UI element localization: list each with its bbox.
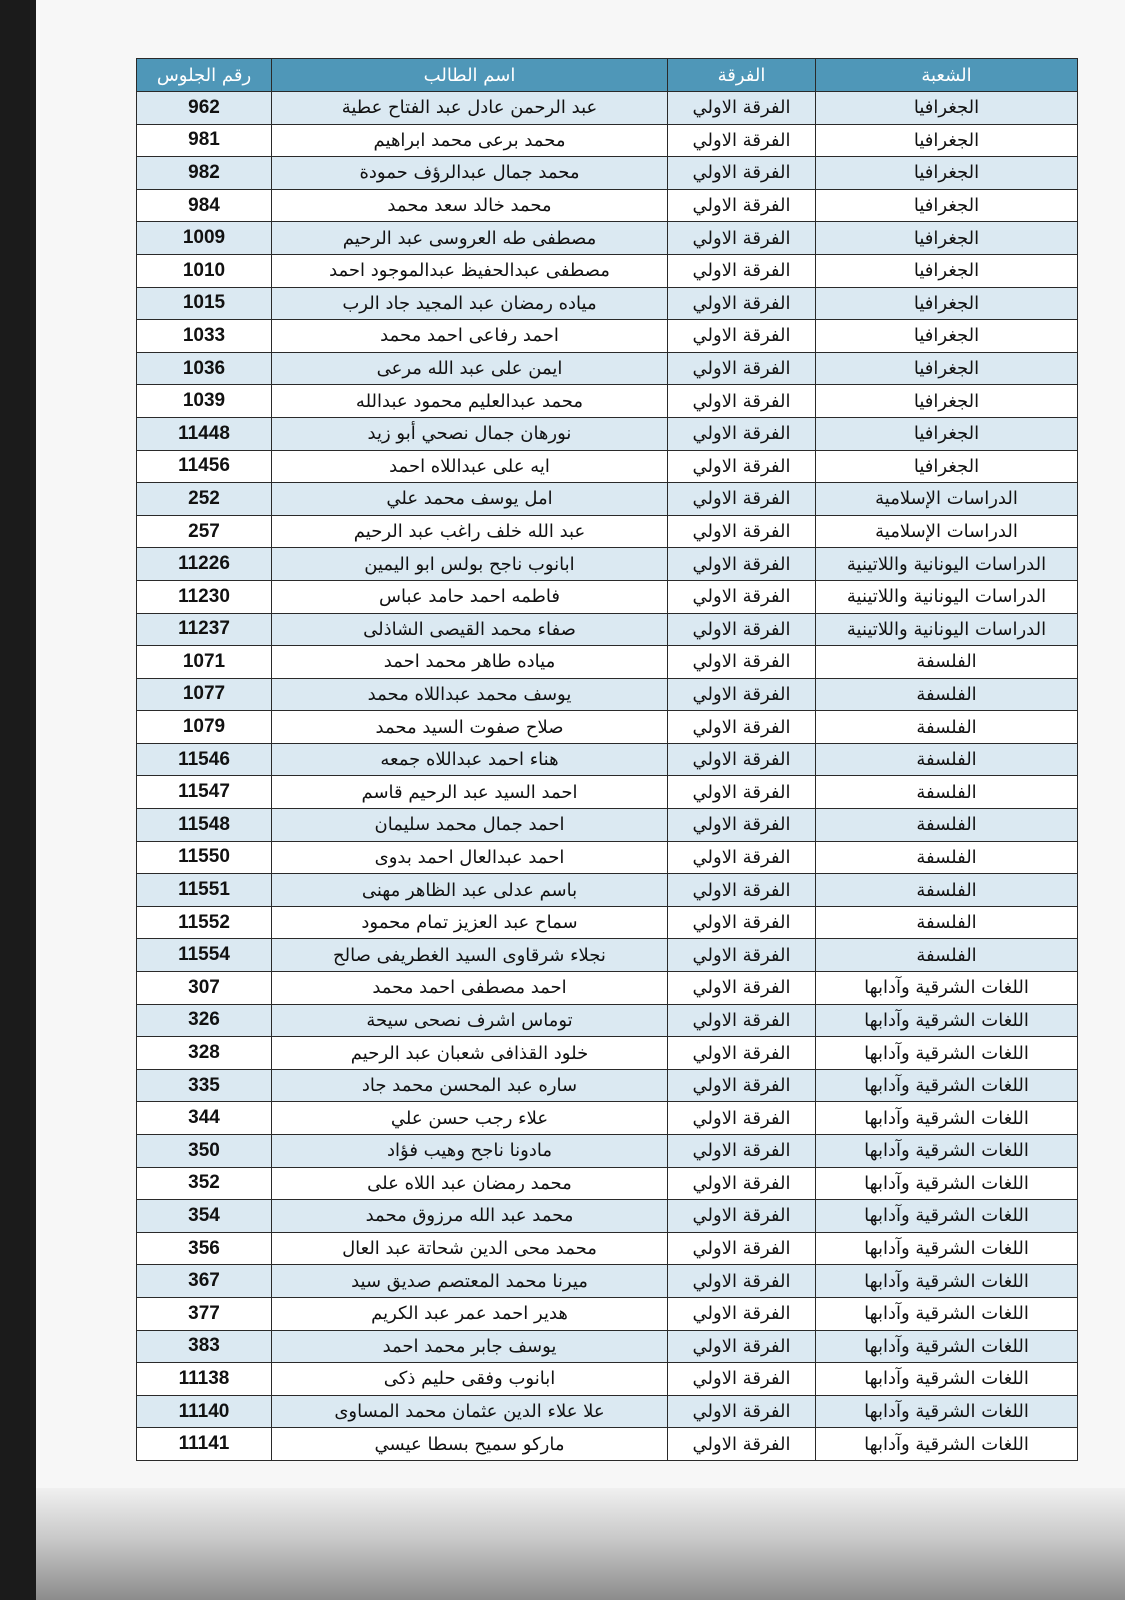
cell-year: الفرقة الاولي xyxy=(668,254,816,287)
cell-student-name: ايه على عبداللاه احمد xyxy=(272,450,668,483)
cell-division: الفلسفة xyxy=(816,874,1078,907)
table-row xyxy=(137,1363,1078,1396)
cell-division: الفلسفة xyxy=(816,776,1078,809)
header-row xyxy=(137,59,1078,92)
cell-seat-number: 356 xyxy=(137,1232,272,1265)
cell-seat-number: 11237 xyxy=(137,613,272,646)
cell-seat-number: 1079 xyxy=(137,711,272,744)
cell-division: الجغرافيا xyxy=(816,385,1078,418)
cell-seat-number: 981 xyxy=(137,124,272,157)
cell-seat-number: 11551 xyxy=(137,874,272,907)
cell-year: الفرقة الاولي xyxy=(668,1330,816,1363)
cell-year: الفرقة الاولي xyxy=(668,483,816,516)
cell-seat-number: 352 xyxy=(137,1167,272,1200)
cell-division: اللغات الشرقية وآدابها xyxy=(816,1330,1078,1363)
cell-year: الفرقة الاولي xyxy=(668,1395,816,1428)
cell-division: اللغات الشرقية وآدابها xyxy=(816,1102,1078,1135)
table-row xyxy=(137,646,1078,679)
table-row xyxy=(137,580,1078,613)
cell-student-name: ميرنا محمد المعتصم صديق سيد xyxy=(272,1265,668,1298)
table-row xyxy=(137,1037,1078,1070)
cell-student-name: علاء رجب حسن علي xyxy=(272,1102,668,1135)
cell-year: الفرقة الاولي xyxy=(668,1167,816,1200)
cell-year: الفرقة الاولي xyxy=(668,1102,816,1135)
cell-seat-number: 962 xyxy=(137,92,272,125)
cell-division: الدراسات اليونانية واللاتينية xyxy=(816,613,1078,646)
cell-student-name: محمد برعى محمد ابراهيم xyxy=(272,124,668,157)
cell-seat-number: 383 xyxy=(137,1330,272,1363)
table-row xyxy=(137,776,1078,809)
cell-student-name: هدير احمد عمر عبد الكريم xyxy=(272,1297,668,1330)
cell-student-name: خلود القذافى شعبان عبد الرحيم xyxy=(272,1037,668,1070)
cell-division: الجغرافيا xyxy=(816,222,1078,255)
cell-seat-number: 328 xyxy=(137,1037,272,1070)
cell-year: الفرقة الاولي xyxy=(668,580,816,613)
cell-student-name: ابانوب ناجح بولس ابو اليمين xyxy=(272,548,668,581)
cell-seat-number: 11554 xyxy=(137,939,272,972)
cell-division: الجغرافيا xyxy=(816,157,1078,190)
cell-seat-number: 257 xyxy=(137,515,272,548)
cell-student-name: هناء احمد عبداللاه جمعه xyxy=(272,743,668,776)
cell-student-name: علا علاء الدين عثمان محمد المساوى xyxy=(272,1395,668,1428)
cell-year: الفرقة الاولي xyxy=(668,1069,816,1102)
cell-seat-number: 335 xyxy=(137,1069,272,1102)
cell-seat-number: 1015 xyxy=(137,287,272,320)
table-row xyxy=(137,906,1078,939)
cell-student-name: مياده طاهر محمد احمد xyxy=(272,646,668,679)
table-row xyxy=(137,222,1078,255)
table-row xyxy=(137,1395,1078,1428)
cell-seat-number: 344 xyxy=(137,1102,272,1135)
cell-division: اللغات الشرقية وآدابها xyxy=(816,1069,1078,1102)
cell-student-name: امل يوسف محمد علي xyxy=(272,483,668,516)
cell-division: اللغات الشرقية وآدابها xyxy=(816,1428,1078,1461)
table-row xyxy=(137,1330,1078,1363)
cell-year: الفرقة الاولي xyxy=(668,124,816,157)
cell-seat-number: 252 xyxy=(137,483,272,516)
cell-division: اللغات الشرقية وآدابها xyxy=(816,1232,1078,1265)
cell-student-name: محمد محى الدين شحاتة عبد العال xyxy=(272,1232,668,1265)
cell-division: اللغات الشرقية وآدابها xyxy=(816,1265,1078,1298)
cell-division: الفلسفة xyxy=(816,646,1078,679)
cell-student-name: ساره عبد المحسن محمد جاد xyxy=(272,1069,668,1102)
cell-division: الفلسفة xyxy=(816,939,1078,972)
cell-year: الفرقة الاولي xyxy=(668,1297,816,1330)
cell-year: الفرقة الاولي xyxy=(668,1200,816,1233)
cell-year: الفرقة الاولي xyxy=(668,646,816,679)
cell-student-name: احمد السيد عبد الرحيم قاسم xyxy=(272,776,668,809)
cell-seat-number: 11552 xyxy=(137,906,272,939)
cell-student-name: سماح عبد العزيز تمام محمود xyxy=(272,906,668,939)
cell-year: الفرقة الاولي xyxy=(668,874,816,907)
cell-student-name: محمد عبدالعليم محمود عبدالله xyxy=(272,385,668,418)
cell-seat-number: 1033 xyxy=(137,320,272,353)
cell-year: الفرقة الاولي xyxy=(668,841,816,874)
cell-division: الجغرافيا xyxy=(816,124,1078,157)
cell-seat-number: 11550 xyxy=(137,841,272,874)
cell-division: الفلسفة xyxy=(816,743,1078,776)
cell-division: الدراسات الإسلامية xyxy=(816,515,1078,548)
cell-seat-number: 350 xyxy=(137,1135,272,1168)
cell-student-name: نجلاء شرقاوى السيد الغطريفى صالح xyxy=(272,939,668,972)
table-row xyxy=(137,809,1078,842)
cell-division: اللغات الشرقية وآدابها xyxy=(816,1363,1078,1396)
table-row xyxy=(137,417,1078,450)
cell-seat-number: 1071 xyxy=(137,646,272,679)
cell-year: الفرقة الاولي xyxy=(668,743,816,776)
cell-seat-number: 1039 xyxy=(137,385,272,418)
table-row xyxy=(137,711,1078,744)
cell-year: الفرقة الاولي xyxy=(668,92,816,125)
cell-year: الفرقة الاولي xyxy=(668,1037,816,1070)
cell-student-name: ابانوب وفقى حليم ذكى xyxy=(272,1363,668,1396)
cell-seat-number: 11226 xyxy=(137,548,272,581)
cell-student-name: احمد جمال محمد سليمان xyxy=(272,809,668,842)
cell-year: الفرقة الاولي xyxy=(668,711,816,744)
cell-seat-number: 11548 xyxy=(137,809,272,842)
cell-year: الفرقة الاولي xyxy=(668,1135,816,1168)
cell-division: الدراسات اليونانية واللاتينية xyxy=(816,548,1078,581)
cell-student-name: صلاح صفوت السيد محمد xyxy=(272,711,668,744)
table-row xyxy=(137,450,1078,483)
cell-division: الفلسفة xyxy=(816,809,1078,842)
cell-year: الفرقة الاولي xyxy=(668,939,816,972)
cell-seat-number: 11547 xyxy=(137,776,272,809)
table-row xyxy=(137,92,1078,125)
cell-student-name: مياده رمضان عبد المجيد جاد الرب xyxy=(272,287,668,320)
cell-student-name: عبد الرحمن عادل عبد الفتاح عطية xyxy=(272,92,668,125)
table-row xyxy=(137,189,1078,222)
cell-seat-number: 11230 xyxy=(137,580,272,613)
header-student-name: اسم الطالب xyxy=(272,59,668,92)
table-row xyxy=(137,124,1078,157)
cell-year: الفرقة الاولي xyxy=(668,678,816,711)
cell-student-name: ايمن على عبد الله مرعى xyxy=(272,352,668,385)
table-row xyxy=(137,1167,1078,1200)
cell-student-name: محمد خالد سعد محمد xyxy=(272,189,668,222)
table-row xyxy=(137,157,1078,190)
cell-division: الفلسفة xyxy=(816,841,1078,874)
cell-seat-number: 984 xyxy=(137,189,272,222)
header-division: الشعبة xyxy=(816,59,1078,92)
cell-division: الفلسفة xyxy=(816,678,1078,711)
table-row xyxy=(137,1200,1078,1233)
cell-year: الفرقة الاولي xyxy=(668,809,816,842)
cell-seat-number: 377 xyxy=(137,1297,272,1330)
cell-division: اللغات الشرقية وآدابها xyxy=(816,1135,1078,1168)
cell-seat-number: 11140 xyxy=(137,1395,272,1428)
cell-student-name: مصطفى طه العروسى عبد الرحيم xyxy=(272,222,668,255)
table-row xyxy=(137,1265,1078,1298)
cell-division: اللغات الشرقية وآدابها xyxy=(816,1200,1078,1233)
cell-division: اللغات الشرقية وآدابها xyxy=(816,1037,1078,1070)
table-row xyxy=(137,841,1078,874)
cell-student-name: احمد عبدالعال احمد بدوى xyxy=(272,841,668,874)
table-row xyxy=(137,1004,1078,1037)
cell-division: الفلسفة xyxy=(816,711,1078,744)
document-page xyxy=(36,0,1125,1488)
cell-year: الفرقة الاولي xyxy=(668,189,816,222)
cell-year: الفرقة الاولي xyxy=(668,548,816,581)
cell-student-name: احمد رفاعى احمد محمد xyxy=(272,320,668,353)
cell-year: الفرقة الاولي xyxy=(668,906,816,939)
cell-division: الجغرافيا xyxy=(816,287,1078,320)
header-year: الفرقة xyxy=(668,59,816,92)
cell-seat-number: 1009 xyxy=(137,222,272,255)
cell-student-name: محمد جمال عبدالرؤف حمودة xyxy=(272,157,668,190)
cell-year: الفرقة الاولي xyxy=(668,352,816,385)
table-row xyxy=(137,352,1078,385)
table-row xyxy=(137,1102,1078,1135)
cell-year: الفرقة الاولي xyxy=(668,385,816,418)
table-row xyxy=(137,613,1078,646)
cell-student-name: مصطفى عبدالحفيظ عبدالموجود احمد xyxy=(272,254,668,287)
cell-division: الدراسات اليونانية واللاتينية xyxy=(816,580,1078,613)
cell-year: الفرقة الاولي xyxy=(668,972,816,1005)
cell-division: اللغات الشرقية وآدابها xyxy=(816,1004,1078,1037)
cell-seat-number: 1077 xyxy=(137,678,272,711)
cell-division: اللغات الشرقية وآدابها xyxy=(816,1395,1078,1428)
cell-student-name: نورهان جمال نصحي أبو زيد xyxy=(272,417,668,450)
table-body xyxy=(137,92,1078,1461)
cell-year: الفرقة الاولي xyxy=(668,613,816,646)
table-row xyxy=(137,287,1078,320)
cell-seat-number: 11138 xyxy=(137,1363,272,1396)
cell-seat-number: 1010 xyxy=(137,254,272,287)
cell-division: الفلسفة xyxy=(816,906,1078,939)
table-row xyxy=(137,254,1078,287)
cell-seat-number: 307 xyxy=(137,972,272,1005)
table-header xyxy=(137,59,1078,92)
cell-division: اللغات الشرقية وآدابها xyxy=(816,1167,1078,1200)
table-row xyxy=(137,1069,1078,1102)
cell-year: الفرقة الاولي xyxy=(668,320,816,353)
cell-seat-number: 982 xyxy=(137,157,272,190)
cell-seat-number: 11448 xyxy=(137,417,272,450)
left-dark-edge xyxy=(0,0,36,1600)
cell-student-name: يوسف جابر محمد احمد xyxy=(272,1330,668,1363)
cell-seat-number: 326 xyxy=(137,1004,272,1037)
cell-student-name: عبد الله خلف راغب عبد الرحيم xyxy=(272,515,668,548)
table-row xyxy=(137,939,1078,972)
cell-year: الفرقة الاولي xyxy=(668,1265,816,1298)
cell-division: اللغات الشرقية وآدابها xyxy=(816,1297,1078,1330)
students-table xyxy=(136,58,1078,1461)
cell-year: الفرقة الاولي xyxy=(668,222,816,255)
cell-year: الفرقة الاولي xyxy=(668,515,816,548)
cell-year: الفرقة الاولي xyxy=(668,1363,816,1396)
cell-student-name: احمد مصطفى احمد محمد xyxy=(272,972,668,1005)
cell-division: الجغرافيا xyxy=(816,450,1078,483)
table-row xyxy=(137,1428,1078,1461)
cell-year: الفرقة الاولي xyxy=(668,1428,816,1461)
table-row xyxy=(137,972,1078,1005)
table-row xyxy=(137,874,1078,907)
cell-seat-number: 1036 xyxy=(137,352,272,385)
table-row xyxy=(137,320,1078,353)
cell-division: الجغرافيا xyxy=(816,189,1078,222)
cell-seat-number: 11456 xyxy=(137,450,272,483)
cell-seat-number: 11141 xyxy=(137,1428,272,1461)
cell-division: الجغرافيا xyxy=(816,352,1078,385)
cell-student-name: ماركو سميح بسطا عيسي xyxy=(272,1428,668,1461)
cell-seat-number: 354 xyxy=(137,1200,272,1233)
cell-student-name: صفاء محمد القيصى الشاذلى xyxy=(272,613,668,646)
cell-student-name: توماس اشرف نصحى سيحة xyxy=(272,1004,668,1037)
table-row xyxy=(137,678,1078,711)
bottom-shadow xyxy=(36,1488,1125,1600)
table-row xyxy=(137,548,1078,581)
cell-year: الفرقة الاولي xyxy=(668,450,816,483)
cell-year: الفرقة الاولي xyxy=(668,776,816,809)
cell-division: الجغرافيا xyxy=(816,92,1078,125)
cell-division: الجغرافيا xyxy=(816,417,1078,450)
table-row xyxy=(137,483,1078,516)
table-row xyxy=(137,515,1078,548)
cell-year: الفرقة الاولي xyxy=(668,417,816,450)
cell-seat-number: 367 xyxy=(137,1265,272,1298)
cell-student-name: باسم عدلى عبد الظاهر مهنى xyxy=(272,874,668,907)
cell-year: الفرقة الاولي xyxy=(668,287,816,320)
cell-seat-number: 11546 xyxy=(137,743,272,776)
cell-student-name: محمد عبد الله مرزوق محمد xyxy=(272,1200,668,1233)
table-row xyxy=(137,1135,1078,1168)
cell-year: الفرقة الاولي xyxy=(668,1004,816,1037)
table-row xyxy=(137,1297,1078,1330)
cell-division: الجغرافيا xyxy=(816,320,1078,353)
table-row xyxy=(137,1232,1078,1265)
cell-division: الجغرافيا xyxy=(816,254,1078,287)
cell-year: الفرقة الاولي xyxy=(668,1232,816,1265)
table-row xyxy=(137,743,1078,776)
cell-division: اللغات الشرقية وآدابها xyxy=(816,972,1078,1005)
cell-student-name: يوسف محمد عبداللاه محمد xyxy=(272,678,668,711)
header-seat-number: رقم الجلوس xyxy=(137,59,272,92)
cell-student-name: فاطمه احمد حامد عباس xyxy=(272,580,668,613)
cell-student-name: مادونا ناجح وهيب فؤاد xyxy=(272,1135,668,1168)
cell-student-name: محمد رمضان عبد اللاه على xyxy=(272,1167,668,1200)
cell-division: الدراسات الإسلامية xyxy=(816,483,1078,516)
table-row xyxy=(137,385,1078,418)
cell-year: الفرقة الاولي xyxy=(668,157,816,190)
